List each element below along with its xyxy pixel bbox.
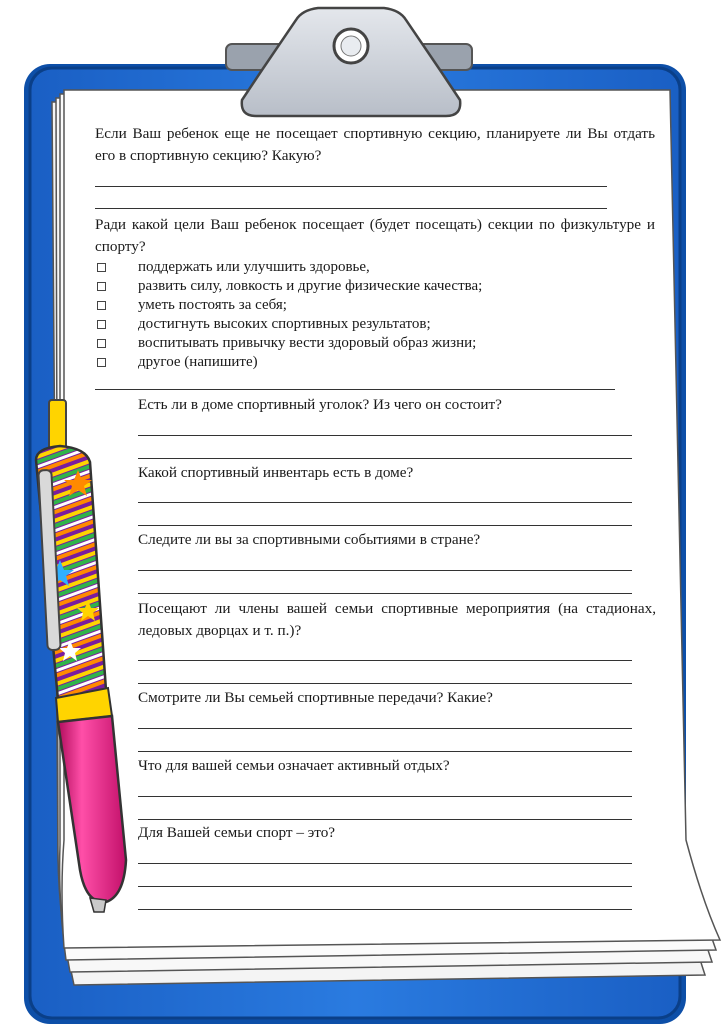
question-sport-meaning: Для Вашей семьи спорт – это?	[138, 824, 336, 841]
question-sport-corner: Есть ли в доме спортивный уголок? Из чего он состоит?	[138, 396, 502, 413]
goal-options-list	[95, 258, 555, 372]
answer-line[interactable]	[138, 886, 632, 887]
answer-line[interactable]	[138, 683, 632, 684]
answer-line[interactable]	[138, 819, 632, 820]
checkbox-icon[interactable]	[97, 282, 106, 291]
checkbox-icon[interactable]	[97, 263, 106, 272]
question-sport-broadcasts: Смотрите ли Вы семьей спортивные передачи? Какие?	[138, 689, 493, 706]
question-sport-goal: Ради какой цели Ваш ребенок посещает (будет посещать) секции по физкультуре и спорту?	[95, 216, 655, 255]
goal-option[interactable]: другое (напишите)	[95, 353, 555, 372]
answer-line[interactable]	[138, 502, 632, 503]
answer-line[interactable]	[138, 570, 632, 571]
question-sport-section-plans: Если Ваш ребенок еще не посещает спортивную секцию, планируете ли Вы отдать его в спортивную секцию? Какую?	[95, 125, 655, 164]
question-sport-attendance: Посещают ли члены вашей семьи спортивные мероприятия (на стадионах, ледовых дворцах и т. п.)?	[138, 600, 656, 639]
answer-line[interactable]	[138, 593, 632, 594]
question-active-rest: Что для вашей семьи означает активный отдых?	[138, 757, 450, 774]
answer-line[interactable]	[95, 208, 607, 209]
goal-option[interactable]: поддержать или улучшить здоровье,	[95, 258, 555, 277]
question-sport-events: Следите ли вы за спортивными событиями в стране?	[138, 531, 481, 548]
goal-option[interactable]: достигнуть высоких спортивных результатов;	[95, 315, 555, 334]
goal-option[interactable]: развить силу, ловкость и другие физические качества;	[95, 277, 555, 296]
goal-option[interactable]: уметь постоять за себя;	[95, 296, 555, 315]
answer-line[interactable]	[138, 909, 632, 910]
question-sport-equipment: Какой спортивный инвентарь есть в доме?	[138, 464, 414, 481]
checkbox-icon[interactable]	[97, 320, 106, 329]
answer-line[interactable]	[138, 435, 632, 436]
checkbox-icon[interactable]	[97, 358, 106, 367]
clip-icon	[226, 8, 472, 116]
answer-line[interactable]	[138, 458, 632, 459]
answer-line[interactable]	[95, 186, 607, 187]
checkbox-icon[interactable]	[97, 339, 106, 348]
answer-line[interactable]	[138, 525, 632, 526]
answer-line[interactable]	[138, 751, 632, 752]
checkbox-icon[interactable]	[97, 301, 106, 310]
answer-line[interactable]	[138, 660, 632, 661]
answer-line[interactable]	[138, 728, 632, 729]
answer-line[interactable]	[138, 796, 632, 797]
answer-line[interactable]	[95, 389, 615, 390]
goal-option[interactable]: воспитывать привычку вести здоровый образ жизни;	[95, 334, 555, 353]
answer-line[interactable]	[138, 863, 632, 864]
